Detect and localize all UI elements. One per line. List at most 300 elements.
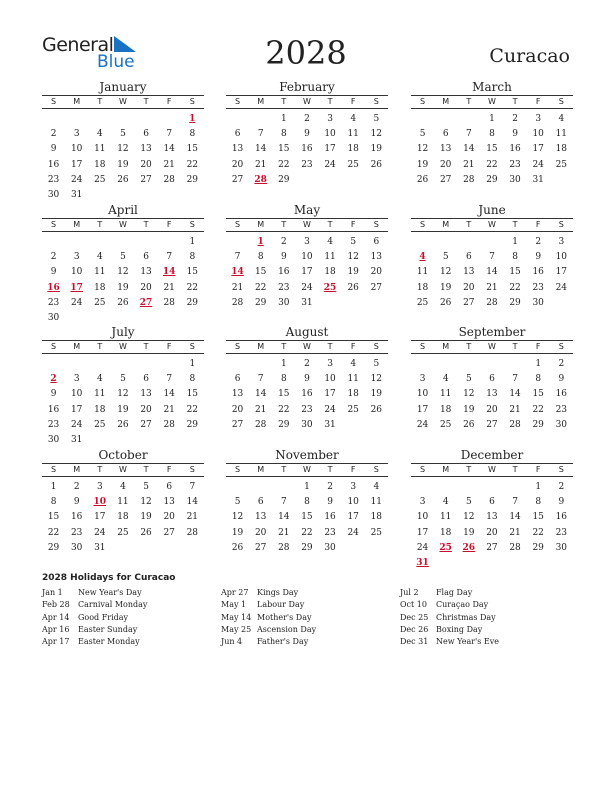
week-row bbox=[411, 403, 573, 418]
week-row bbox=[226, 112, 388, 127]
day-cell: 12 bbox=[463, 512, 475, 523]
empty-day-cell bbox=[480, 235, 503, 250]
empty-day-cell bbox=[342, 296, 365, 311]
day-cell: 18 bbox=[555, 144, 568, 155]
day-cell: 2 bbox=[50, 252, 57, 263]
weekday-label: S bbox=[51, 220, 57, 229]
weekday-label: T bbox=[97, 97, 103, 106]
day-cell: 28 bbox=[463, 174, 475, 185]
month-november bbox=[226, 448, 388, 556]
week-row bbox=[226, 357, 388, 372]
empty-day-cell bbox=[249, 480, 272, 495]
holiday-date: Dec 31 bbox=[400, 637, 429, 647]
week-row bbox=[42, 265, 204, 280]
day-cell: 31 bbox=[416, 557, 429, 568]
week-row bbox=[226, 418, 388, 433]
weekday-label: S bbox=[558, 220, 564, 229]
empty-day-cell bbox=[158, 433, 181, 448]
empty-day-cell bbox=[249, 357, 272, 372]
holiday-date: Oct 10 bbox=[400, 600, 427, 610]
day-cell: 5 bbox=[120, 129, 126, 140]
day-cell: 6 bbox=[143, 129, 149, 140]
day-cell: 4 bbox=[350, 359, 357, 369]
holiday-item bbox=[400, 636, 499, 648]
weekday-header bbox=[42, 218, 204, 232]
weekday-label: T bbox=[466, 465, 472, 474]
weekday-label: S bbox=[189, 220, 195, 229]
month-name: August bbox=[285, 325, 329, 339]
day-cell: 16 bbox=[555, 389, 568, 400]
empty-day-cell bbox=[480, 556, 503, 571]
empty-day-cell bbox=[411, 480, 434, 495]
week-row bbox=[226, 296, 388, 311]
day-cell: 24 bbox=[347, 527, 359, 538]
day-cell: 22 bbox=[532, 527, 544, 538]
month-october bbox=[42, 448, 204, 556]
empty-day-cell bbox=[111, 357, 134, 372]
day-cell: 5 bbox=[442, 252, 449, 263]
weekday-label: S bbox=[373, 220, 379, 229]
day-cell: 24 bbox=[416, 419, 429, 430]
empty-day-cell bbox=[226, 480, 249, 495]
empty-day-cell bbox=[65, 357, 88, 372]
day-cell: 18 bbox=[347, 144, 359, 155]
day-cell: 30 bbox=[70, 542, 83, 553]
weekday-label: M bbox=[73, 342, 81, 351]
day-cell: 31 bbox=[301, 297, 313, 308]
day-cell: 29 bbox=[532, 542, 544, 553]
month-december bbox=[411, 448, 573, 571]
day-cell: 9 bbox=[512, 129, 518, 140]
day-cell: 3 bbox=[419, 497, 426, 508]
day-cell: 22 bbox=[532, 404, 544, 415]
week-row bbox=[226, 158, 388, 173]
week-row bbox=[411, 418, 573, 433]
weekday-label: T bbox=[512, 97, 518, 106]
day-cell: 15 bbox=[532, 389, 544, 400]
day-cell: 9 bbox=[50, 144, 57, 155]
day-cell: 15 bbox=[486, 144, 498, 155]
day-cell: 31 bbox=[94, 542, 106, 553]
day-cell: 4 bbox=[327, 237, 333, 247]
day-cell: 14 bbox=[231, 267, 244, 278]
empty-day-cell bbox=[365, 541, 388, 556]
day-cell: 13 bbox=[463, 267, 475, 278]
day-cell: 30 bbox=[324, 542, 336, 553]
weekday-label: S bbox=[420, 342, 426, 351]
day-cell: 12 bbox=[140, 497, 152, 508]
empty-day-cell bbox=[342, 541, 365, 556]
country-name: Curacao bbox=[489, 45, 570, 67]
day-cell: 19 bbox=[140, 512, 152, 523]
day-cell: 1 bbox=[512, 237, 518, 247]
day-cell: 26 bbox=[462, 542, 476, 553]
day-cell: 8 bbox=[489, 129, 495, 140]
day-cell: 22 bbox=[186, 282, 199, 293]
day-cell: 5 bbox=[465, 374, 472, 385]
month-name: March bbox=[472, 80, 512, 94]
day-cell: 9 bbox=[535, 252, 542, 263]
week-row bbox=[226, 510, 388, 525]
day-cell: 25 bbox=[555, 159, 568, 170]
weekday-label: M bbox=[442, 220, 450, 229]
empty-day-cell bbox=[135, 311, 158, 326]
holiday-item bbox=[400, 587, 499, 599]
day-cell: 24 bbox=[94, 527, 106, 538]
empty-day-cell bbox=[295, 173, 318, 188]
day-cell: 10 bbox=[70, 144, 83, 155]
day-cell: 1 bbox=[50, 482, 57, 492]
weekday-label: S bbox=[235, 220, 241, 229]
weekday-label: M bbox=[257, 465, 265, 474]
empty-day-cell bbox=[365, 418, 388, 433]
holiday-name: Carnival Monday bbox=[78, 600, 148, 610]
week-row bbox=[42, 387, 204, 402]
month-name: February bbox=[279, 80, 335, 94]
day-cell: 21 bbox=[254, 404, 267, 415]
day-cell: 5 bbox=[234, 497, 241, 508]
day-cell: 26 bbox=[416, 174, 429, 185]
day-cell: 7 bbox=[166, 252, 173, 263]
month-february bbox=[226, 80, 388, 188]
week-row bbox=[411, 372, 573, 387]
day-cell: 4 bbox=[558, 114, 565, 124]
week-row bbox=[226, 526, 388, 541]
day-cell: 17 bbox=[532, 144, 544, 155]
day-cell: 3 bbox=[350, 482, 357, 492]
day-cell: 19 bbox=[117, 282, 129, 293]
day-cell: 24 bbox=[555, 282, 568, 293]
empty-day-cell bbox=[42, 357, 65, 372]
day-cell: 21 bbox=[163, 159, 175, 170]
day-cell: 17 bbox=[70, 159, 83, 170]
empty-day-cell bbox=[88, 433, 111, 448]
week-row bbox=[226, 480, 388, 495]
day-cell: 17 bbox=[416, 527, 429, 538]
empty-day-cell bbox=[111, 235, 134, 250]
week-row bbox=[226, 387, 388, 402]
day-cell: 8 bbox=[535, 374, 542, 385]
week-row bbox=[226, 403, 388, 418]
day-cell: 27 bbox=[370, 282, 383, 293]
day-cell: 4 bbox=[96, 252, 103, 263]
day-cell: 19 bbox=[117, 159, 129, 170]
day-cell: 15 bbox=[186, 267, 199, 278]
day-cell: 14 bbox=[163, 389, 175, 400]
day-cell: 13 bbox=[370, 252, 383, 263]
week-row bbox=[42, 372, 204, 387]
day-cell: 2 bbox=[535, 237, 542, 247]
weekday-label: F bbox=[535, 97, 541, 106]
day-cell: 8 bbox=[189, 129, 196, 140]
day-cell: 28 bbox=[278, 542, 290, 553]
weekday-label: S bbox=[189, 342, 195, 351]
day-cell: 5 bbox=[465, 497, 472, 508]
day-cell: 20 bbox=[231, 159, 244, 170]
empty-day-cell bbox=[504, 556, 527, 571]
weekday-label: S bbox=[189, 465, 195, 474]
month-may bbox=[226, 203, 388, 311]
month-january bbox=[42, 80, 204, 203]
weekday-label: F bbox=[350, 97, 356, 106]
day-cell: 29 bbox=[47, 542, 60, 553]
day-cell: 16 bbox=[47, 404, 60, 415]
day-cell: 22 bbox=[278, 404, 290, 415]
weekday-header bbox=[42, 95, 204, 109]
weekday-label: T bbox=[281, 465, 287, 474]
month-name: June bbox=[478, 203, 506, 217]
empty-day-cell bbox=[135, 188, 158, 203]
week-row bbox=[42, 142, 204, 157]
week-row bbox=[42, 495, 204, 510]
day-cell: 24 bbox=[301, 282, 313, 293]
week-row bbox=[42, 418, 204, 433]
day-cell: 10 bbox=[301, 252, 313, 263]
empty-day-cell bbox=[342, 418, 365, 433]
day-cell: 15 bbox=[278, 389, 290, 400]
day-cell: 15 bbox=[186, 389, 199, 400]
weekday-label: T bbox=[281, 342, 287, 351]
weekday-label: M bbox=[442, 97, 450, 106]
day-cell: 8 bbox=[189, 252, 196, 263]
day-cell: 11 bbox=[347, 374, 359, 385]
holiday-item bbox=[42, 599, 147, 611]
day-cell: 21 bbox=[254, 159, 267, 170]
day-cell: 25 bbox=[416, 297, 429, 308]
empty-day-cell bbox=[457, 480, 480, 495]
day-cell: 20 bbox=[140, 404, 152, 415]
day-cell: 1 bbox=[189, 237, 196, 247]
day-cell: 9 bbox=[558, 374, 565, 385]
day-cell: 29 bbox=[532, 419, 544, 430]
week-row bbox=[226, 265, 388, 280]
day-cell: 25 bbox=[347, 159, 359, 170]
day-cell: 4 bbox=[442, 374, 449, 385]
holiday-item bbox=[221, 624, 316, 636]
day-cell: 11 bbox=[555, 129, 568, 140]
holiday-item bbox=[42, 612, 147, 624]
day-cell: 7 bbox=[512, 374, 518, 385]
day-cell: 11 bbox=[439, 389, 452, 400]
day-cell: 6 bbox=[166, 482, 173, 492]
day-cell: 9 bbox=[50, 389, 57, 400]
day-cell: 1 bbox=[189, 114, 196, 124]
month-name: September bbox=[458, 325, 526, 339]
day-cell: 12 bbox=[117, 389, 129, 400]
weekday-label: F bbox=[535, 220, 541, 229]
weekday-label: M bbox=[442, 342, 450, 351]
day-cell: 11 bbox=[94, 389, 106, 400]
day-cell: 5 bbox=[120, 374, 126, 385]
day-cell: 21 bbox=[509, 404, 521, 415]
day-cell: 30 bbox=[47, 189, 60, 200]
holiday-name: Christmas Day bbox=[436, 612, 496, 622]
day-cell: 7 bbox=[512, 497, 518, 508]
day-cell: 4 bbox=[350, 114, 357, 124]
day-cell: 17 bbox=[301, 267, 313, 278]
holiday-name: Father's Day bbox=[257, 637, 309, 647]
week-row bbox=[411, 158, 573, 173]
day-cell: 10 bbox=[324, 129, 336, 140]
day-cell: 21 bbox=[163, 282, 175, 293]
month-name: October bbox=[98, 448, 148, 462]
holiday-item bbox=[221, 612, 316, 624]
day-cell: 7 bbox=[489, 252, 495, 263]
holiday-name: Flag Day bbox=[436, 588, 473, 597]
day-cell: 19 bbox=[463, 527, 475, 538]
empty-day-cell bbox=[411, 112, 434, 127]
day-cell: 23 bbox=[278, 282, 290, 293]
day-cell: 28 bbox=[254, 174, 267, 185]
week-row bbox=[42, 480, 204, 495]
day-cell: 6 bbox=[442, 129, 449, 140]
day-cell: 25 bbox=[94, 419, 106, 430]
weekday-header bbox=[226, 463, 388, 477]
week-row bbox=[411, 265, 573, 280]
empty-day-cell bbox=[42, 235, 65, 250]
weekday-label: F bbox=[166, 97, 172, 106]
day-cell: 28 bbox=[509, 419, 521, 430]
day-cell: 6 bbox=[234, 374, 241, 385]
month-name: January bbox=[99, 80, 147, 94]
weekday-label: F bbox=[166, 220, 172, 229]
day-cell: 10 bbox=[70, 389, 83, 400]
week-row bbox=[42, 250, 204, 265]
weekday-header bbox=[411, 218, 573, 232]
day-cell: 3 bbox=[73, 374, 80, 385]
day-cell: 30 bbox=[555, 419, 568, 430]
weekday-header bbox=[42, 463, 204, 477]
day-cell: 29 bbox=[186, 419, 199, 430]
day-cell: 9 bbox=[304, 374, 310, 385]
day-cell: 1 bbox=[280, 114, 287, 124]
weekday-label: S bbox=[51, 97, 57, 106]
day-cell: 14 bbox=[254, 144, 267, 155]
holiday-date: Feb 28 bbox=[42, 600, 70, 610]
day-cell: 17 bbox=[416, 404, 429, 415]
weekday-label: S bbox=[558, 97, 564, 106]
weekday-label: T bbox=[97, 465, 103, 474]
week-row bbox=[42, 281, 204, 296]
week-row bbox=[411, 510, 573, 525]
weekday-label: S bbox=[420, 220, 426, 229]
empty-day-cell bbox=[88, 235, 111, 250]
weekday-label: S bbox=[373, 97, 379, 106]
weekday-label: S bbox=[373, 465, 379, 474]
holiday-name: Easter Sunday bbox=[78, 624, 138, 634]
week-row bbox=[411, 112, 573, 127]
day-cell: 26 bbox=[463, 419, 475, 430]
day-cell: 25 bbox=[323, 282, 337, 293]
day-cell: 5 bbox=[373, 359, 380, 369]
day-cell: 12 bbox=[439, 267, 452, 278]
holiday-name: New Year's Eve bbox=[436, 637, 499, 647]
holiday-item bbox=[221, 587, 316, 599]
holiday-column bbox=[42, 587, 147, 648]
day-cell: 29 bbox=[301, 542, 313, 553]
day-cell: 11 bbox=[416, 267, 429, 278]
empty-day-cell bbox=[158, 112, 181, 127]
weekday-label: M bbox=[73, 97, 81, 106]
empty-day-cell bbox=[457, 357, 480, 372]
logo-word-general: General bbox=[42, 34, 114, 56]
day-cell: 9 bbox=[304, 129, 310, 140]
day-cell: 13 bbox=[231, 389, 244, 400]
day-cell: 14 bbox=[486, 267, 498, 278]
day-cell: 10 bbox=[416, 512, 429, 523]
day-cell: 10 bbox=[416, 389, 429, 400]
holiday-name: New Year's Day bbox=[78, 588, 142, 597]
day-cell: 23 bbox=[70, 527, 83, 538]
day-cell: 2 bbox=[304, 359, 310, 369]
day-cell: 11 bbox=[347, 129, 359, 140]
day-cell: 23 bbox=[47, 419, 60, 430]
week-row bbox=[42, 541, 204, 556]
week-row bbox=[42, 510, 204, 525]
day-cell: 8 bbox=[304, 497, 310, 508]
day-cell: 8 bbox=[257, 252, 264, 263]
empty-day-cell bbox=[111, 541, 134, 556]
weekday-label: T bbox=[466, 342, 472, 351]
day-cell: 1 bbox=[280, 359, 287, 369]
weekday-label: F bbox=[350, 342, 356, 351]
day-cell: 23 bbox=[509, 159, 521, 170]
day-cell: 1 bbox=[535, 359, 542, 369]
empty-day-cell bbox=[434, 556, 457, 571]
day-cell: 20 bbox=[140, 282, 152, 293]
weekday-header bbox=[411, 95, 573, 109]
week-row bbox=[411, 296, 573, 311]
holiday-name: Mother's Day bbox=[257, 612, 312, 622]
weekday-label: S bbox=[373, 342, 379, 351]
month-april bbox=[42, 203, 204, 326]
week-row bbox=[42, 403, 204, 418]
weekday-header bbox=[411, 340, 573, 354]
weekday-label: M bbox=[257, 220, 265, 229]
weekday-label: T bbox=[327, 220, 333, 229]
empty-day-cell bbox=[135, 433, 158, 448]
day-cell: 2 bbox=[327, 482, 333, 492]
day-cell: 25 bbox=[370, 527, 383, 538]
weekday-label: W bbox=[118, 220, 127, 229]
weekday-label: M bbox=[73, 465, 81, 474]
weekday-label: T bbox=[143, 220, 149, 229]
weekday-label: T bbox=[97, 342, 103, 351]
weekday-label: F bbox=[350, 465, 356, 474]
weekday-label: S bbox=[189, 97, 195, 106]
empty-day-cell bbox=[342, 173, 365, 188]
day-cell: 17 bbox=[324, 389, 336, 400]
day-cell: 21 bbox=[278, 527, 290, 538]
day-cell: 3 bbox=[558, 237, 565, 247]
day-cell: 3 bbox=[304, 237, 310, 247]
weekday-header bbox=[226, 218, 388, 232]
day-cell: 29 bbox=[278, 174, 290, 185]
day-cell: 9 bbox=[327, 497, 333, 508]
month-name: July bbox=[111, 325, 135, 339]
day-cell: 27 bbox=[254, 542, 267, 553]
day-cell: 23 bbox=[47, 297, 60, 308]
day-cell: 19 bbox=[463, 404, 475, 415]
weekday-label: T bbox=[281, 97, 287, 106]
week-row bbox=[42, 173, 204, 188]
day-cell: 8 bbox=[189, 374, 196, 385]
day-cell: 1 bbox=[535, 482, 542, 492]
day-cell: 19 bbox=[370, 144, 383, 155]
day-cell: 28 bbox=[509, 542, 521, 553]
holiday-item bbox=[42, 624, 147, 636]
day-cell: 1 bbox=[304, 482, 310, 492]
